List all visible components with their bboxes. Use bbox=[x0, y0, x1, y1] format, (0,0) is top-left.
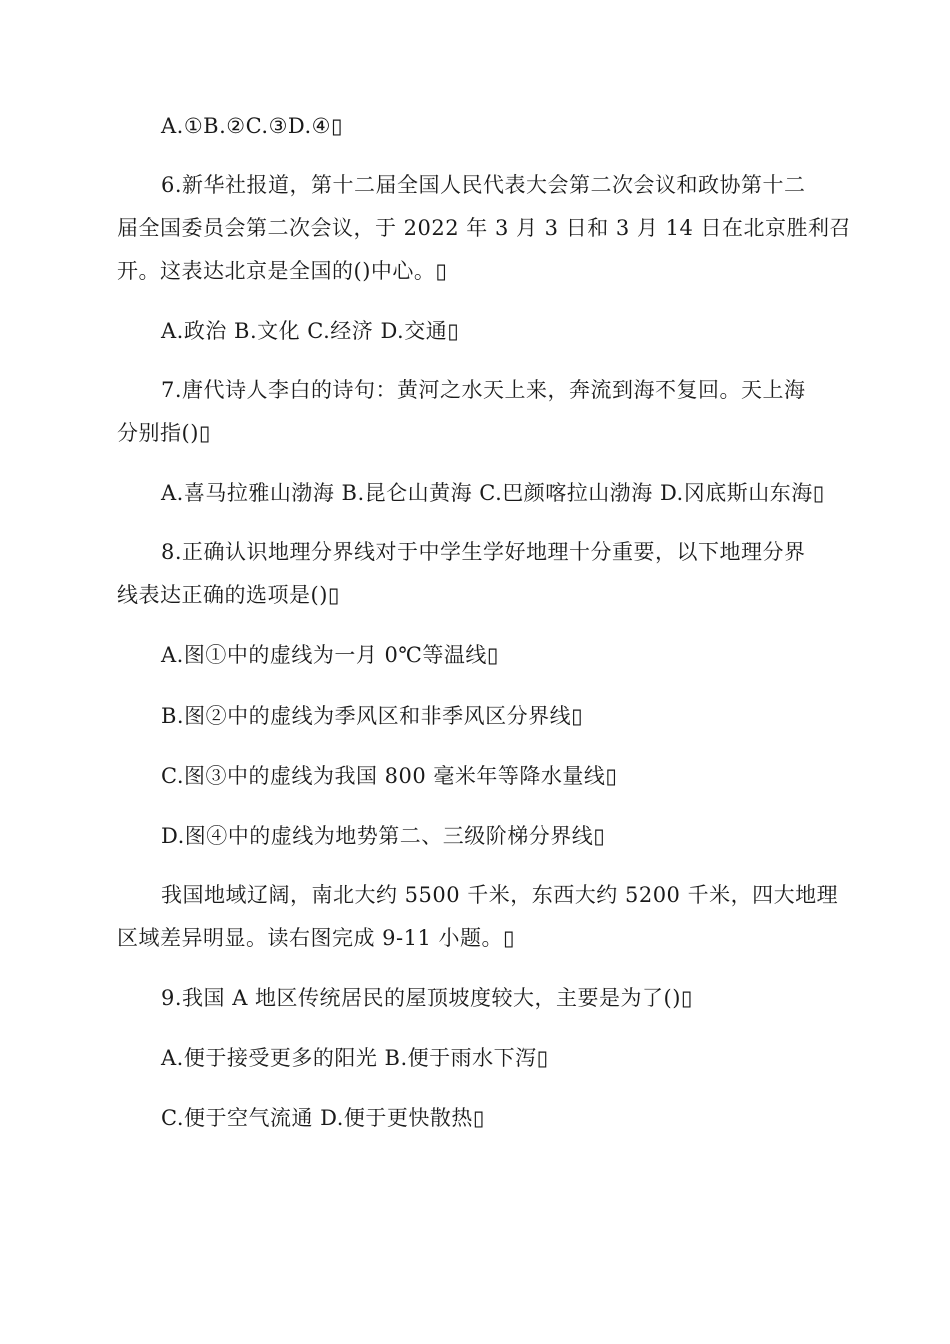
passage-line-2: 区域差异明显。读右图完成 9-11 小题。▯ bbox=[117, 926, 516, 950]
q9-text: 9.我国 A 地区传统居民的屋顶坡度较大，主要是为了()▯ bbox=[161, 986, 693, 1010]
q6-text-line-2: 届全国委员会第二次会议，于 2022 年 3 月 3 日和 3 月 14 日在北京胜利召 bbox=[117, 216, 851, 240]
q9-options-line-1: A.便于接受更多的阳光 B.便于雨水下泻▯ bbox=[161, 1046, 549, 1070]
passage-line-1: 我国地域辽阔，南北大约 5500 千米，东西大约 5200 千米，四大地理 bbox=[161, 883, 839, 907]
q6-options: A.政治 B.文化 C.经济 D.交通▯ bbox=[161, 319, 460, 343]
q8-text-line-1: 8.正确认识地理分界线对于中学生学好地理十分重要，以下地理分界 bbox=[161, 540, 806, 564]
q6-text-line-1: 6.新华社报道，第十二届全国人民代表大会第二次会议和政协第十二 bbox=[161, 173, 806, 197]
q8-option-d: D.图④中的虚线为地势第二、三级阶梯分界线▯ bbox=[161, 824, 606, 848]
q8-option-b: B.图②中的虚线为季风区和非季风区分界线▯ bbox=[161, 704, 584, 728]
q8-option-c: C.图③中的虚线为我国 800 毫米年等降水量线▯ bbox=[161, 764, 618, 788]
q7-text-line-1: 7.唐代诗人李白的诗句：黄河之水天上来，奔流到海不复回。天上海 bbox=[161, 378, 806, 402]
q7-options: A.喜马拉雅山渤海 B.昆仑山黄海 C.巴颜喀拉山渤海 D.冈底斯山东海▯ bbox=[161, 481, 825, 505]
q7-text-line-2: 分别指()▯ bbox=[117, 421, 211, 445]
q9-options-line-2: C.便于空气流通 D.便于更快散热▯ bbox=[161, 1106, 485, 1130]
q6-text-line-3: 开。这表达北京是全国的()中心。▯ bbox=[117, 259, 448, 283]
q8-text-line-2: 线表达正确的选项是()▯ bbox=[117, 583, 340, 607]
q8-option-a: A.图①中的虚线为一月 0℃等温线▯ bbox=[161, 643, 499, 667]
q5-options: A.①B.②C.③D.④▯ bbox=[161, 114, 344, 138]
